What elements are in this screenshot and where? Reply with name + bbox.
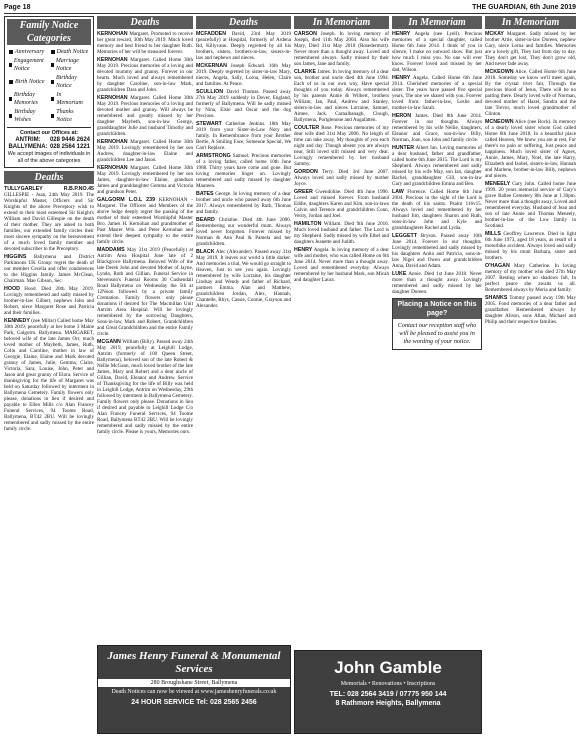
notice-name: LAW: [392, 189, 404, 195]
column-5: [392, 16, 482, 734]
notice-name: MCKEOWN: [485, 69, 514, 75]
notice-name: LEGGETT: [392, 233, 418, 239]
column-3: [196, 16, 291, 734]
notice-text: James. Died 8th June 2014. Forever in our thoughts. Always remembered by his wife Nellie, daughters, Eleanor and Grace, son-in-law Billy, Norman, Joan, son John and family circle.: [392, 113, 482, 143]
notice-name: HENRY: [294, 247, 313, 253]
notice-text: Margaret. Called Home 30th May 2019. Lovingly remembered by her son James, daughter-in-law Elaine, grandson James and granddaughter Gemma and Victoria and grandson Peter.: [97, 165, 193, 195]
notice-entry: [4, 186, 94, 252]
notice-name: MENEELY: [485, 181, 511, 187]
notice-text: Margaret. Promoted to receive her great reward, 30th May 2019. Much loved memory and best friend to her daughter Ruth. Memories of her will be treasured forever.: [97, 31, 193, 55]
notice-text: Rose. Precious memories of my dear wife died 31st May 2006. No length of time can take away, My thoughts of you each night and day. Though absent you are always near, Still loved still missed and very dear. Lovingly remembered by her husband Sammy.: [294, 125, 389, 167]
section-heading-deaths: Deaths: [4, 171, 94, 184]
notice-entry: [392, 31, 482, 73]
bullet-icon: [9, 114, 12, 118]
notice-list: [4, 186, 94, 432]
images-note: We accept images of individuals in all of the above categories: [7, 151, 91, 164]
bullet-icon: [9, 63, 12, 67]
office-phone: 028 9446 2624: [49, 137, 91, 143]
notice-text: Hood. Died 20th May 2019. Lovingly remembered and sadly missed by brother-in-law Gilbert, nephews John and Robert, niece Margaret Rose and Patricia and their families.: [4, 286, 94, 316]
notice-name: COULTER: [294, 125, 320, 131]
notice-text: Ballymena and District Parkinsons UK Group: regret the death of our member Cecelia and offer condolences to the Higgins family. James McClean, Chairman. Mae Gibson, Sec.: [4, 254, 94, 284]
notice-text: (nee Millar) Called home May 30th 2019, peacefully at her home 3 Maine Park, Galgorm. Ballymena. MARGARET, beloved wife of the late James Orr, much loved mother of Maybeth, James, Ruth, Colin and Caroline, mother in law of Georgie, Elaine, Elaine and Mark devoted granny of James, Julie, Gemma, Claire, Victoria, Sara, Louise, John, Peter and Jason and great granny of Elora. Service of thanksgiving for the life of Margaret was held on Saturday followed by interment in Ballymena Cemetery. Family flowers only please, donations in lieu if desired and payable to Ellen Mills c/o Alan Francey Funeral Services, 94 Toome Road, Ballymena, BT42 2BU. Will be lovingly remembered and sadly missed by the entire family circle.: [4, 318, 94, 432]
notice-list: [97, 31, 193, 435]
column-4: [294, 16, 389, 734]
notice-name: MCGANN: [97, 339, 121, 345]
notice-text: KERNOHAN - Margaret. The Officers and Members of the above lodge deeply regret the passing of the mother of their esteemed Worshipful Master Bro. James H. Kernohan and grandmother of Past Master Wm. and Peter Kernohan and extend their deepest sympathy to the entire family circle.: [97, 197, 193, 245]
section-heading-deaths: Deaths: [97, 16, 193, 29]
notice-entry: [294, 169, 389, 187]
notice-name: MCFADDEN: [196, 31, 227, 37]
notice-list: [485, 31, 576, 325]
notice-name: MADDAMS: [97, 247, 125, 253]
notice-entry: [294, 189, 389, 219]
notice-name: SCULLION: [196, 89, 224, 95]
notice-entry: [392, 233, 482, 269]
category-list: [7, 45, 91, 127]
notice-entry: [97, 57, 193, 93]
notice-entry: [4, 254, 94, 284]
notice-name: MCKERNAN: [196, 63, 227, 69]
advert-james-henry: [97, 645, 291, 734]
notice-entry: [294, 221, 389, 245]
notice-entry: [485, 263, 576, 293]
office-phone: 028 2564 1221: [49, 144, 91, 150]
column-1: [4, 16, 94, 734]
notice-name: HERON: [392, 113, 412, 119]
notice-entry: [196, 31, 291, 61]
notice-name: HIGGINS: [4, 254, 27, 260]
category-item: Anniversary: [9, 48, 48, 56]
notice-entry: [485, 69, 576, 117]
bullet-icon: [51, 97, 55, 101]
notice-text: Margaret. Called Home 30th May 2019. Precious memories of a loving and devoted mother and granny. Will always be remembered and greatly missed by her daughter Maybeth, son-in-law George, granddaughter Julie and husband Timothy and grandchildren.: [97, 95, 193, 137]
notice-entry: [196, 63, 291, 87]
notice-text: Samuel. Precious memories of a loving father, called home 10th June 1988. Thirty years have come and gone. But loving memories linger on. Lovingly remembered and sadly missed by daughter Maureen.: [196, 153, 291, 189]
notice-name: GREER: [294, 189, 313, 195]
section-heading-in-memoriam: In Memoriam: [485, 16, 576, 29]
advert-title: James Henry Funeral & Monumental Services: [107, 650, 281, 675]
notice-name: MCKAY: [485, 31, 504, 37]
notice-entry: [392, 75, 482, 111]
notice-text: Joseph. In loving memory of Joseph, died 11th May 2004. Also his wife Mary, Died 31st May 2018 (Rosedermott). Never more than a thought away. Loved and remembered always. Sadly missed by their son James, Jane and family.: [294, 31, 389, 67]
notice-text: William. Died 9th June 2016. Much loved husband and father. The Lord is my Shepherd. Sadly missed by wife Ethel and daughters Jeanette and Judith.: [294, 221, 389, 245]
notice-name: KERNOHAN: [97, 139, 128, 145]
category-item: Birthday Notice: [51, 74, 90, 90]
notice-name: KERNOHAN: [97, 57, 128, 63]
notice-entry: [196, 249, 291, 309]
category-item: Birth Notice: [9, 74, 48, 90]
notice-name: BATES: [196, 191, 214, 197]
bullet-icon: [9, 50, 13, 54]
notice-name: CARSON: [294, 31, 317, 37]
notice-list: [196, 31, 291, 309]
contact-offices: Contact our Offices at: ANTRIM: 028 9446 2624 BALLYMENA: 028 2564 1221 We accept images of individuals in all of the above categories: [7, 127, 91, 165]
notice-entry: [485, 181, 576, 229]
notice-name: LUKE: [392, 271, 407, 277]
category-item: Death Notice: [51, 48, 90, 56]
notice-entry: [4, 286, 94, 316]
bullet-icon: [51, 80, 54, 84]
advert-john-gamble: [294, 650, 482, 734]
placing-notice-body: Contact our reception staff who will be pleased to assist you in the wording of your notice.: [397, 322, 477, 345]
notice-text: Margaret. Called Home 30th May 2019. Lovingly remembered by her son Andrew, daughter-in-law Elaine and grandchildren Lee and Jason.: [97, 139, 193, 163]
notice-name: HENRY: [392, 31, 411, 37]
notice-entry: [97, 247, 193, 337]
section-heading-deaths: Deaths: [196, 16, 291, 29]
advert-address: 8 Rathmore Heights, Ballymena: [335, 700, 441, 707]
notice-text: James. In loving memory of a dear son, brother and uncle died 4th June 1994. Each of us in our own way, Have special thoughts of you today. Always remembered by his parents Annie & Wilbert, brothers William, Ian, Paul, Andrew and Stanley, sisters-in-law and nieces Lorraine, Samuel, Aimee, Jack. Carnalbanagh, Clough, Ballymena, Portglenone and Augafatten.: [294, 69, 389, 123]
notice-entry: [485, 119, 576, 179]
category-item: Birthday Wishes: [9, 108, 48, 124]
notice-name: MILLS: [485, 231, 501, 237]
notice-text: Alice. Called Home 6th June 2018. Someday we know we'll meet again, By the crystal river fair, Through the precious blood of Jesus, There will be no parting there. Dearly loved wife of Norman, devoted mother of Hazel, Sandra and the late Trevor, much loved grandmother of Clinton.: [485, 69, 576, 117]
notice-entry: [485, 231, 576, 261]
column-6: [485, 16, 576, 734]
section-heading-in-memoriam: In Memoriam: [392, 16, 482, 29]
bullet-icon: [51, 114, 55, 118]
notice-text: Bryson. Passed away 10th June 2014. Forever in our thoughts. Lovingly remembered and sadly missed by his daughters Anita and Patricia, sons-in-law Nigel and Owen and grandchildren Anna, David and Adam.: [392, 233, 482, 269]
notice-text: Margaret. Sadly missed by her brother Artie, sister-in-law Doreen, nephew Gary, niece Lorna and families. Memories are a lovely gift, They last from day to day. They don't get lost, They don't grow old, And never fade away.: [485, 31, 576, 67]
notice-entry: [485, 31, 576, 67]
office-town: ANTRIM:: [15, 137, 41, 143]
notice-text: Annie. Died 1st June 2018. Never more than a thought away. Lovingly remembered and sadly missed by her daughter Doreen.: [392, 271, 482, 295]
notice-entry: [392, 189, 482, 231]
advert-services: Memorials • Renovations • Inscriptions: [340, 681, 436, 687]
notice-name: STEWART: [196, 121, 222, 127]
notice-name: KENNEDY: [4, 318, 30, 324]
notice-entry: [294, 125, 389, 167]
family-notice-box: [4, 16, 94, 168]
notice-entry: [97, 139, 193, 163]
notice-name: BLACK: [196, 249, 215, 255]
notice-text: Mary Catherine. In loving memory of my mother who died 27th May 2007. Resting where no shadows fall, In perfect peace she awaits us all. Remembered always by Moria and family.: [485, 263, 576, 293]
notice-name: MCNEOWN: [485, 119, 514, 125]
notice-entry: [4, 318, 94, 432]
notice-text: Angela. In loving memory of a dear wife and mother, who was called Home on 6th June 2014. Never more than a thought away. Loved and remembered everyday. Always remembered by her husband Mark, son Micah and daughter Laura.: [294, 247, 389, 283]
notice-name: HENRY: [392, 75, 411, 81]
placing-notice-title: Placing a Notice on this page?: [393, 299, 481, 319]
category-item: Marriage Notice: [51, 57, 90, 73]
page-header: [4, 2, 576, 14]
column-2: [97, 16, 193, 734]
page-number: Page 18: [4, 4, 31, 11]
notice-text: Alice (nee Rock). In memory of a dearly loved sister whom God called Home 6th June 2018. In a beautiful place called Heaven, We know you are at rest, For there's no pain or suffering, Just peace and happiness. Much loved sister of Agnes, Annie, James, Mary, Noel, the late Harry, Elizabeth and Isobel, sisters-in-law, Hannah and Marlene, brother-in-law Billy, nephews and nieces.: [485, 119, 576, 179]
notice-text: May 31st 2019 (Peacefully) at Antrim Area Hospital June late of 2 Blackgrove Ballymena. Beloved Wife of the late Derek John and devoted Mother of Jayne, Lynda, Ruth and Gillian. Funeral Service in Stevenson's Funeral Rooms 30 Cushendall Road Ballymena on Wednesday the 5th at 12Noon followed by a private family Cremation. Family flowers only please donations if desired for The Macmillan Unit Antrim Area Hospital. Will be lovingly remembered by the sorrowing Daughters, Sons-in-law, Mark and Robert, Grandchildren and Great Grandchildren and the entire Family circle.: [97, 247, 193, 337]
bullet-icon: [9, 80, 13, 84]
category-item: In Memoriam: [51, 91, 90, 107]
notice-name: HOOD: [4, 286, 20, 292]
paper-name: THE GUARDIAN, 6th June 2019: [472, 4, 576, 11]
notice-entry: [392, 113, 482, 143]
bullet-icon: [51, 63, 54, 67]
notice-name: KERNOHAN: [97, 31, 128, 37]
advert-title: John Gamble: [334, 658, 442, 677]
placing-notice-box: [392, 298, 482, 350]
notice-name: BEARD: [196, 217, 215, 223]
section-heading-in-memoriam: In Memoriam: [294, 16, 389, 29]
notice-name: KERNOHAN: [97, 165, 128, 171]
notice-text: Margaret. Called Home 30th May 2019. Precious memories of a loving and devoted mummy and granny. Forever in our hearts. Much loved and always remembered by daughter Caroline, son-in-law Mark, grandchildren Dara and John.: [97, 57, 193, 93]
advert-website: Death Notices can now be viewed at www.jameshenryfunerals.co.uk: [111, 689, 277, 695]
notice-entry: [196, 89, 291, 119]
notice-name: CLARKE: [294, 69, 317, 75]
notice-text: Angela. Called Home 6th June 2014. Cherished memories of a special sister. The years have passed five special years, The one we shared with you. Forever loved from: father-in-law, Leslie and mother-in-law Sarah.: [392, 75, 482, 111]
notice-list: [392, 31, 482, 295]
advert-phone: 24 HOUR SERVICE Tel: 028 2565 2456: [131, 699, 257, 706]
notice-text: Alec (Alexander). Passed away 31st May 2019. It leaves our world a little darker. And memories a trial, We would go straight to Heaven, Just to see you again. Lovingly remembered by wife Lorraine, his daughter Lindsay and Wendy and father of Richard, partners Emma, Alan and Matthew, grandchildren Jordan, Alex, Hannah, Chantelle, Rhys, Cassie, Connie, Grayson and Alexander.: [196, 249, 291, 309]
notice-name: GORDON: [294, 169, 318, 175]
advert-address: 280 Broughshane Street, Ballymena: [98, 679, 290, 687]
notice-text: Albert Ian. Loving memories of a dear husband, father and grandfather, called home 6th June 2015. The Lord is my Shepherd. Always remembered and sadly missed by his wife May, son Ian, daughter Rachel, granddaughter Gill, son-in-law Gary and grandchildren Emma and Ben.: [392, 145, 482, 187]
bullet-icon: [51, 50, 55, 54]
category-item: Thanks Notice: [51, 108, 90, 124]
office-town: BALLYMENA:: [8, 144, 48, 150]
notice-text: Christine. Died 4th June 2000. Remembering our wonderful mum. Always loved never forgotten. Forever missed by Norman & Ann Paul & Pamela and her grandchildren.: [196, 217, 291, 247]
notice-text: David Thomas. Passed away 27th May 2019 suddenly in Dover, England, formerly of Ballymena. Will be sadly missed by Nina, Elsie and Oscar and the dog Precious.: [196, 89, 291, 119]
notice-entry: [97, 339, 193, 435]
category-item: Engagement Notice: [9, 57, 48, 73]
family-notice-title: Family Notice Categories: [7, 19, 91, 45]
notice-entry: [294, 247, 389, 283]
notice-text: William (Billy). Passed away 24th May 2019, peacefully at Leighill Lodge, Antrim (formerly of 100 Queen Street, Ballymena), beloved son of the late Robert & Nellie McGann, much loved brother of the late James, Mary and Robert and a dear uncle of Gillian, David, Eleanor and Andrew. Service of Thanksgiving for the life of Billy was held in Leighill Lodge, Antrim on Wednesday, 29th followed by interment in Ballymena Cemetery. Family flowers only please. Donations in lieu if desired and payable to Leighill Lodge C/o Alan Francey Funeral Services, 94 Toome Road, Ballymena BT42 2BU. Will be lovingly remembered and sadly missed by the entire family circle. Please is yours, Memories ours.: [97, 339, 193, 435]
notice-entry: [97, 31, 193, 55]
notice-entry: [196, 217, 291, 247]
advert-phone: TEL: 028 2564 3419 / 07775 950 144: [329, 691, 447, 698]
notice-name: KERNOHAN: [97, 95, 128, 101]
notice-entry: [392, 271, 482, 295]
notice-name: HAMILTON: [294, 221, 322, 227]
notice-entry: [294, 31, 389, 67]
notice-text: Joseph Edward. 16th May 2019. Deeply regretted by sister-in-law Mary, nieces, Angela, Sally, Lorna, Helen, Claire and families. At Peace.: [196, 63, 291, 87]
notice-text: Terry. Died 3rd June 2007. Always loved and sadly missed by mother Joyce.: [294, 169, 389, 187]
notice-list: [294, 31, 389, 283]
notice-text: George. In loving memory of a dear brother and uncle who passed away 6th June 2017. Always remembered by Ruth, Thomas and family.: [196, 191, 291, 215]
notice-text: Gary John. Called home June 1999. 20 years memorial service of Gary's grave Ballee Cemetery 8th June at 1.30pm. Never more than a thought away, Loved and remembered everyday. Husband of Jean and son of late Annie and Thomas Meneely, brother-in-law of the Low family in Scotland.: [485, 181, 576, 229]
notice-text: Tommy passed away 19th May 2005. Fond memories of a dear father and grandfather. Remembered always by daughter Alison, sons Allan, Michael and Philip and their respective families.: [485, 295, 576, 325]
notice-entry: [196, 191, 291, 215]
notice-entry: [392, 145, 482, 187]
notice-text: Geoffrey Lawrence. Died in light 6th June 1973, aged 18 years, as result of a motorbike accident. Always loved and sadly missed by his mum Barbara, sister and brothers.: [485, 231, 576, 261]
notice-name: ARMSTRONG: [196, 153, 231, 159]
notice-name: SHANKS: [485, 295, 508, 301]
notice-text: Angela (nee Lyell). Precious memories of a special daughter, called Home 6th June 2014. I think of you in silence, I make no outward show. But just how much I miss you. No one will ever know. Forever loved and missed by her dad, Wilson.: [392, 31, 482, 73]
notice-text: Catherine Jenkins. 18th May 2019 from your Sister-in-Law Nory and family. In Remembrance from your Brother Bertie, A Smiling Face, Someone Special, We Can't Replace.: [196, 121, 291, 151]
notice-entry: [196, 153, 291, 189]
bullet-icon: [9, 97, 12, 101]
notice-entry: [97, 95, 193, 137]
notice-name: O'HAGAN: [485, 263, 510, 269]
notice-entry: [97, 197, 193, 245]
notice-entry: [485, 295, 576, 325]
notice-text: David, 23rd May 2019 (peacefully) at Hospital, formerly of Ardena Rd, Killyvann. Deeply regretted by all his brothers, sisters, brothers-in-law, sisters-in-law and nephews and nieces.: [196, 31, 291, 61]
notice-name: HUNTER: [392, 145, 415, 151]
notice-entry: [97, 165, 193, 195]
notice-entry: [196, 121, 291, 151]
notice-text: GILLESPIE - Joan, 24th May 2019. The Worshipful Master, Officers and Sir Knights of the above Preceptory wish to extend to their most esteemed Sir Knight's William and David Gillespie on the death of their mother. They are asked to both families, our extended family circles their most sincere sympathy on the bereavement of a much loved family member and devoted subscriber to the Preceptory.: [4, 192, 94, 252]
category-item: Birthday Memories: [9, 91, 48, 107]
notice-text: Gwendoline. Died 4th June 1996. Loved and missed forever. From husband Eddie, daughters Karen and Kim, son-in-laws Calvin and Terence and grandchildren Conn, Verity, Jordan and Joel.: [294, 189, 389, 219]
notice-name: TULLYGARLEY R.B.P.NO.45: [4, 186, 94, 192]
notice-entry: [294, 69, 389, 123]
notice-text: Florence. Called Home 6th June 2004. Precious in the sight of the Lord is the death of his saints. Psalm 116v15. Always loved and remembered by her husband Jim, daughters Sharon and Ruth, sons-in-law John and Kyle and granddaughters Rachel and Lydia.: [392, 189, 482, 231]
notice-name: GALGORM L.O.L 239: [97, 197, 156, 203]
